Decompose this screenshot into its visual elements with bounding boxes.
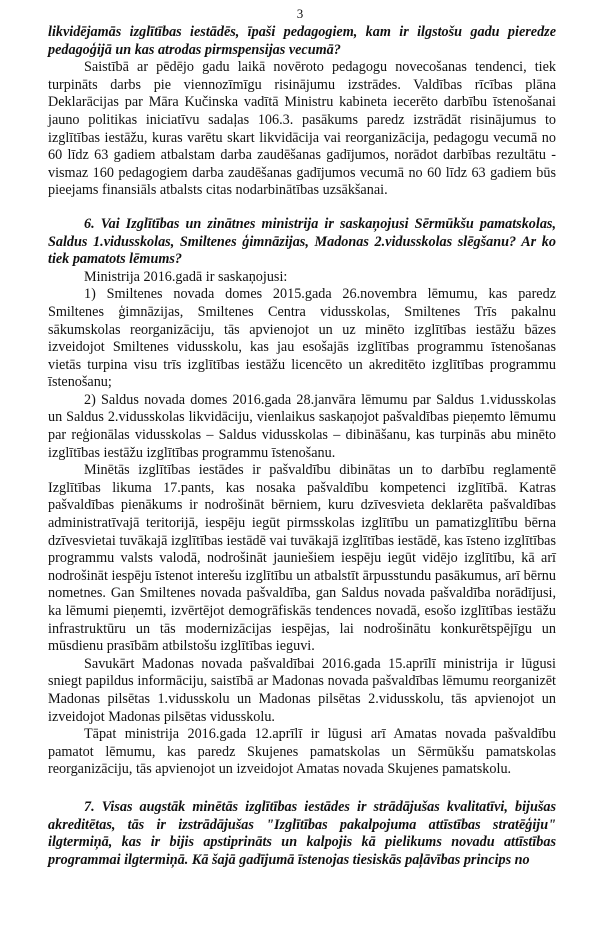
page-number: 3 [296, 6, 304, 21]
answer-6-paragraph: Tāpat ministrija 2016.gada 12.aprīlī ir lūgusi arī Amatas novada pašvaldību pamatot lēmumu, kas paredz Skujenes pamatskolas un Sērmūkšu pamatskolas reorganizāciju, tās apvienojot un izveidojot Amatas novada Skujenes pamatskolu. [48, 726, 556, 778]
question-5-end: likvidējamās izglītības iestādēs, īpaši pedagogiem, kam ir ilgstošu gadu pieredze pedagoģijā un kas atrodas pirmspensijas vecumā? [48, 24, 556, 58]
page-content [48, 24, 556, 869]
question-7: 7. Visas augstāk minētās izglītības iestādes ir strādājušas kvalitatīvi, bijušas akreditētas, tās ir izstrādājušas "Izglītības pakalpojuma attīstības stratēģiju" ilgtermiņā, kas ir bijis apstiprināts un kalpojis kā pielikums novadu attīstības programmai ilgtermiņā. Kā šajā gadījumā īstenojas tiesiskās paļāvības princips no [48, 798, 556, 868]
answer-6-paragraph: Minētās izglītības iestādes ir pašvaldību dibinātas un to darbību reglamentē Izglītības likuma 17.pants, kas nosaka pašvaldību kompetenci izglītībā. Katras pašvaldības pienākums ir nodrošināt bērniem, kuru dzīvesvieta deklarēta pašvaldības administratīvajā teritorijā, iespēju iegūt pirmsskolas izglītību un pamatizglītību bērna dzīvesvietai tuvākajā izglītības iestādē vai tuvākajā izglītības iestādē, kas īsteno izglītības programmu valsts valodā, nodrošināt jauniešiem iespēju iegūt vidējo izglītību, kā arī nodrošināt iespēju īstenot interešu izglītību un atbalstīt ārpusstundu pasākumus, arī bērnu nometnes. Gan Smiltenes novada pašvaldība, gan Saldus novada pašvaldība norādījusi, ka lēmumi pieņemti, izvērtējot demogrāfiskās tendences novadā, esošo izglītības iestāžu infrastruktūru un tās modernizācijas iespējas, lai nodrošinātu konkurētspējīgu un mūsdienu prasībām atbilstošu izglītības ieguvi. [48, 462, 556, 655]
answer-6-item-2: 2) Saldus novada domes 2016.gada 28.janvāra lēmumu par Saldus 1.vidusskolas un Saldus 2.vidusskolas likvidāciju, vienlaikus saskaņojot pašvaldības pieņemto lēmumu par reģionālas vidusskolas – Saldus vidusskolas – dibināšanu, kas turpinās abu minēto izglītības iestāžu izglītības programmu īstenošanu. [48, 391, 556, 461]
question-6: 6. Vai Izglītības un zinātnes ministrija ir saskaņojusi Sērmūkšu pamatskolas, Saldus 1.vidusskolas, Smiltenes ģimnāzijas, Madonas 2.vidusskolas slēgšanu? Ar ko tiek pamatots lēmums? [48, 215, 556, 268]
answer-6-item-1: 1) Smiltenes novada domes 2015.gada 26.novembra lēmumu, kas paredz Smiltenes ģimnāzijas, Smiltenes Centra vidusskolas, Smiltenes Trīs pakalnu sākumskolas reorganizāciju, tās apvienojot un uz minēto izglītības iestāžu bāzes izveidojot Smiltenes vidusskolu, kas jau esošajās izglītības programmu īstenošanas vietās turpina visu trīs izglītības iestāžu licencēto un akreditēto izglītības programmu īstenošanu; [48, 286, 556, 391]
answer-6-paragraph: Savukārt Madonas novada pašvaldībai 2016.gada 15.aprīlī ministrija ir lūgusi sniegt papildus informāciju, saistībā ar Madonas novada pašvaldības lēmumu reorganizēt Madonas pilsētas 1.vidusskolu un Madonas pilsētas 2.vidusskolu, tās apvienojot un izveidojot Madonas pilsētas vidusskolu. [48, 655, 556, 725]
answer-5: Saistībā ar pēdējo gadu laikā novēroto pedagogu novecošanas tendenci, tiek turpināts darbs pie viennozīmīgu risinājumu izstrādes. Valdības rīcības plāna Deklarācijas par Māra Kučinska vadītā Ministru kabineta iecerēto darbību īstenošanai jauno politikas iniciatīvu sadaļas 106.3. pasākums paredz izstrādāt risinājumus to izglītības iestāžu, kuras varētu skart likvidācija vai reorganizācija, pedagogu vecumā no 60 līdz 63 gadiem atbalstam darba zaudēšanas gadījumos, norādot darbības rezultātu - vismaz 160 pedagogiem darba zaudēšanas gadījumos vecumā no 60 līdz 63 gadiem būs pieejams finansiāls atbalsts citas nodarbinātības uzsākšanai. [48, 59, 556, 199]
answer-6-intro: Ministrija 2016.gadā ir saskaņojusi: [84, 268, 288, 285]
